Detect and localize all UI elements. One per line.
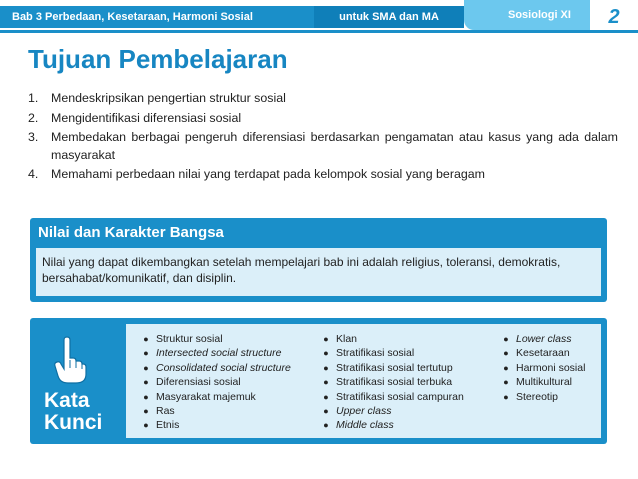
objective-item — [28, 110, 618, 128]
keyword-text: Stratifikasi sosial tertutup — [336, 361, 453, 374]
kata-kunci-label-line1: Kata — [44, 389, 90, 412]
objective-text: Membedakan berbagai pengeruh diferensiasi berdasarkan pengamatan atau kasus yang ada dalam masyarakat — [51, 130, 618, 162]
keyword-text: Ras — [156, 405, 175, 418]
audience-label: untuk SMA dan MA — [314, 6, 464, 28]
keyword-text: Stratifikasi sosial — [336, 347, 415, 360]
keyword-panel — [126, 324, 601, 438]
keyword-item — [136, 361, 311, 375]
keyword-item — [496, 390, 601, 404]
keyword-text: Consolidated social structure — [156, 361, 291, 374]
keyword-item — [496, 346, 601, 360]
keyword-text: Stratifikasi sosial campuran — [336, 390, 464, 403]
kata-kunci-box — [30, 318, 607, 444]
keyword-text: Multikultural — [516, 376, 573, 389]
objective-item — [28, 166, 618, 184]
keyword-item — [136, 346, 311, 360]
keyword-text: Klan — [336, 333, 358, 345]
nilai-body-text: Nilai yang dapat dikembangkan setelah mempelajari bab ini adalah religius, toleransi, demokratis, bersahabat/komunikatif, dan disiplin. — [36, 248, 601, 296]
keyword-item — [136, 390, 311, 404]
bullet-icon: ● — [143, 406, 149, 417]
keyword-column-1 — [136, 332, 311, 433]
bullet-icon: ● — [143, 362, 149, 373]
keyword-item — [496, 375, 601, 389]
keyword-text: Middle class — [336, 419, 394, 432]
keyword-text: Kesetaraan — [516, 347, 570, 360]
bullet-icon: ● — [323, 362, 329, 373]
keyword-text: Stratifikasi sosial terbuka — [336, 376, 453, 389]
chapter-title: Bab 3 Perbedaan, Kesetaraan, Harmoni Sosial — [0, 6, 314, 28]
bullet-icon: ● — [323, 377, 329, 388]
objective-number: 1. — [28, 91, 39, 105]
keyword-text: Upper class — [336, 405, 392, 418]
subject-label: Sosiologi XI — [464, 0, 594, 30]
keyword-column-3 — [496, 332, 601, 404]
objective-number: 4. — [28, 167, 39, 181]
keyword-text: Harmoni sosial — [516, 361, 586, 374]
pointing-hand-icon — [52, 336, 88, 384]
keyword-item — [316, 346, 491, 360]
keyword-item — [316, 375, 491, 389]
keyword-item — [316, 361, 491, 375]
keyword-text: Struktur sosial — [156, 333, 223, 345]
keyword-text: Diferensiasi sosial — [156, 376, 241, 389]
keyword-item — [136, 418, 311, 432]
bullet-icon: ● — [323, 406, 329, 417]
bullet-icon: ● — [323, 420, 329, 431]
keyword-text: Stereotip — [516, 390, 559, 403]
bullet-icon: ● — [323, 391, 329, 402]
objective-item — [28, 90, 618, 108]
bullet-icon: ● — [143, 348, 149, 359]
keyword-column-2 — [316, 332, 491, 433]
page-title: Tujuan Pembelajaran — [28, 44, 288, 74]
bullet-icon: ● — [503, 348, 509, 359]
keyword-text: Etnis — [156, 419, 180, 432]
objective-text: Mengidentifikasi diferensiasi sosial — [51, 110, 242, 125]
objective-text: Memahami perbedaan nilai yang terdapat pada kelompok sosial yang beragam — [51, 167, 485, 181]
keyword-item — [316, 390, 491, 404]
keyword-item — [136, 404, 311, 418]
objective-item — [28, 129, 618, 164]
bullet-icon: ● — [503, 362, 509, 373]
keyword-text: Masyarakat majemuk — [156, 390, 256, 403]
kata-kunci-label-line2: Kunci — [44, 411, 103, 434]
keyword-item — [496, 361, 601, 375]
objective-text: Mendeskripsikan pengertian struktur sosial — [51, 91, 286, 105]
bullet-icon: ● — [143, 420, 149, 431]
bullet-icon: ● — [323, 334, 329, 344]
bullet-icon: ● — [143, 377, 149, 388]
nilai-heading: Nilai dan Karakter Bangsa — [38, 224, 224, 241]
keyword-item — [316, 404, 491, 418]
nilai-karakter-box — [30, 218, 607, 302]
keyword-item — [136, 332, 311, 346]
header-divider — [0, 30, 638, 33]
keyword-item — [136, 375, 311, 389]
page-header — [0, 0, 638, 37]
keyword-text: Intersected social structure — [156, 347, 282, 360]
kata-kunci-label — [44, 390, 102, 434]
objectives-list — [28, 90, 618, 186]
bullet-icon: ● — [143, 334, 149, 344]
bullet-icon: ● — [323, 348, 329, 359]
page-number: 2 — [590, 0, 638, 34]
bullet-icon: ● — [503, 377, 509, 388]
keyword-item — [496, 332, 601, 346]
objective-number: 2. — [28, 110, 39, 125]
keyword-item — [316, 332, 491, 346]
bullet-icon: ● — [143, 391, 149, 402]
keyword-text: Lower class — [516, 333, 572, 345]
bullet-icon: ● — [503, 334, 509, 344]
keyword-item — [316, 418, 491, 432]
objective-number: 3. — [28, 130, 39, 144]
bullet-icon: ● — [503, 391, 509, 402]
